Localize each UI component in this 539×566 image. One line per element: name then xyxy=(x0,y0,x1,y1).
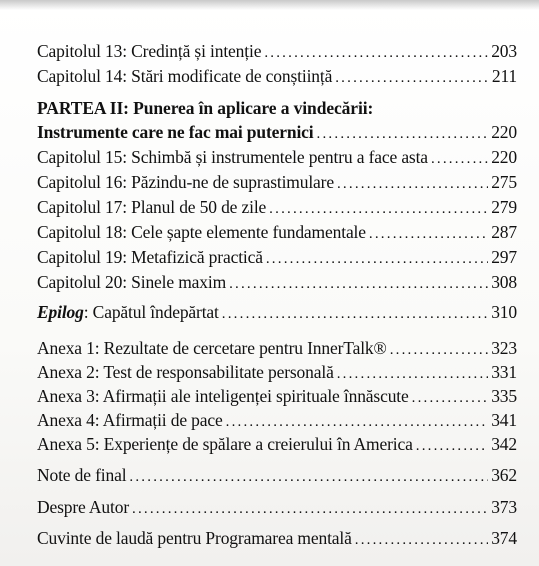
toc-title: Anexa 2: Test de responsabilitate personală xyxy=(37,362,334,382)
toc-entry-chapter-20 xyxy=(37,271,517,295)
toc-entry-anexa-2 xyxy=(37,361,517,385)
toc-entry-cuvinte-de-lauda xyxy=(37,527,517,551)
toc-title: Anexa 1: Rezultate de cercetare pentru InnerTalk® xyxy=(37,338,387,358)
toc-page-number: 308 xyxy=(491,272,517,292)
toc-title: Capitolul 14: Stări modificate de conștiință xyxy=(37,66,333,86)
toc-entry-anexa-3 xyxy=(37,385,517,409)
toc-leader-dots xyxy=(337,173,488,195)
toc-title: Despre Autor xyxy=(37,497,129,517)
toc-entry-part-2 xyxy=(37,121,517,145)
toc-page-number: 220 xyxy=(491,122,517,142)
toc-page-number: 287 xyxy=(491,222,517,242)
toc-title: Anexa 4: Afirmații de pace xyxy=(37,410,223,430)
toc-title: Anexa 5: Experiențe de spălare a creierului în America xyxy=(37,434,413,454)
toc-page-number: 211 xyxy=(491,66,517,86)
toc-title: Capitolul 13: Credință și intenție xyxy=(37,41,262,61)
toc-page-number: 342 xyxy=(491,434,517,454)
toc-leader-dots xyxy=(264,42,488,64)
toc-leader-dots xyxy=(369,223,488,245)
toc-leader-dots xyxy=(390,339,489,361)
toc-page-number: 310 xyxy=(491,302,517,322)
toc-leader-dots xyxy=(229,273,488,295)
toc-entry-note-de-final xyxy=(37,464,517,488)
toc-page-number: 331 xyxy=(491,362,517,382)
toc-leader-dots xyxy=(269,198,488,220)
toc-entry-chapter-17 xyxy=(37,196,517,220)
toc-entry-anexa-1 xyxy=(37,337,517,361)
toc-title: Capitolul 16: Păzindu-ne de suprastimulare xyxy=(37,172,334,192)
toc-title: Anexa 3: Afirmații ale inteligenței spirituale înnăscute xyxy=(37,386,409,406)
toc-entry-anexa-5 xyxy=(37,433,517,457)
toc-leader-dots xyxy=(226,411,489,433)
toc-page-number: 362 xyxy=(491,465,517,485)
toc-page-number: 335 xyxy=(491,386,517,406)
part-subheading: Instrumente care ne fac mai puternici xyxy=(37,122,314,142)
toc-entry-anexa-4 xyxy=(37,409,517,433)
toc-leader-dots xyxy=(222,303,488,325)
toc-title: Cuvinte de laudă pentru Programarea mentală xyxy=(37,528,352,548)
toc-title: Capitolul 17: Planul de 50 de zile xyxy=(37,197,267,217)
toc-leader-dots xyxy=(337,363,488,385)
page-edge-shadow xyxy=(0,0,539,10)
toc-page-number: 279 xyxy=(491,197,517,217)
toc-leader-dots xyxy=(412,387,489,409)
toc-page-number: 341 xyxy=(491,410,517,430)
toc-title: Capitolul 20: Sinele maxim xyxy=(37,272,227,292)
toc-leader-dots xyxy=(431,148,488,170)
toc-leader-dots xyxy=(129,466,488,488)
toc-entry-despre-autor xyxy=(37,496,517,520)
toc-leader-dots xyxy=(335,67,489,89)
toc-title: Capitolul 18: Cele șapte elemente fundamentale xyxy=(37,222,366,242)
toc-page-number: 275 xyxy=(491,172,517,192)
epilog-title: : Capătul îndepărtat xyxy=(83,302,219,322)
part-heading: PARTEA II: Punerea în aplicare a vindecării: xyxy=(37,98,374,118)
toc-leader-dots xyxy=(266,248,488,270)
toc-entry-chapter-19 xyxy=(37,246,517,270)
epilog-label: Epilog xyxy=(37,302,84,322)
toc-title: Capitolul 15: Schimbă și instrumentele pentru a face asta xyxy=(37,147,428,167)
toc-page-number: 374 xyxy=(491,528,517,548)
toc-entry-chapter-16 xyxy=(37,171,517,195)
toc-entry-chapter-18 xyxy=(37,221,517,245)
toc-title xyxy=(37,301,219,323)
toc-page-number: 220 xyxy=(491,147,517,167)
toc-entry-chapter-15 xyxy=(37,146,517,170)
toc-entry-chapter-14 xyxy=(37,65,517,89)
toc-page-number: 373 xyxy=(491,497,517,517)
toc-page-number: 323 xyxy=(491,338,517,358)
toc-page-number: 297 xyxy=(491,247,517,267)
toc-leader-dots xyxy=(355,529,488,551)
toc-leader-dots xyxy=(132,498,488,520)
toc-entry-epilog xyxy=(37,301,517,325)
toc-title: Note de final xyxy=(37,465,127,485)
toc-leader-dots xyxy=(416,435,488,457)
toc-page-number: 203 xyxy=(491,41,517,61)
toc-title: Capitolul 19: Metafizică practică xyxy=(37,247,263,267)
toc-leader-dots xyxy=(317,123,489,145)
toc-entry-chapter-13 xyxy=(37,40,517,64)
